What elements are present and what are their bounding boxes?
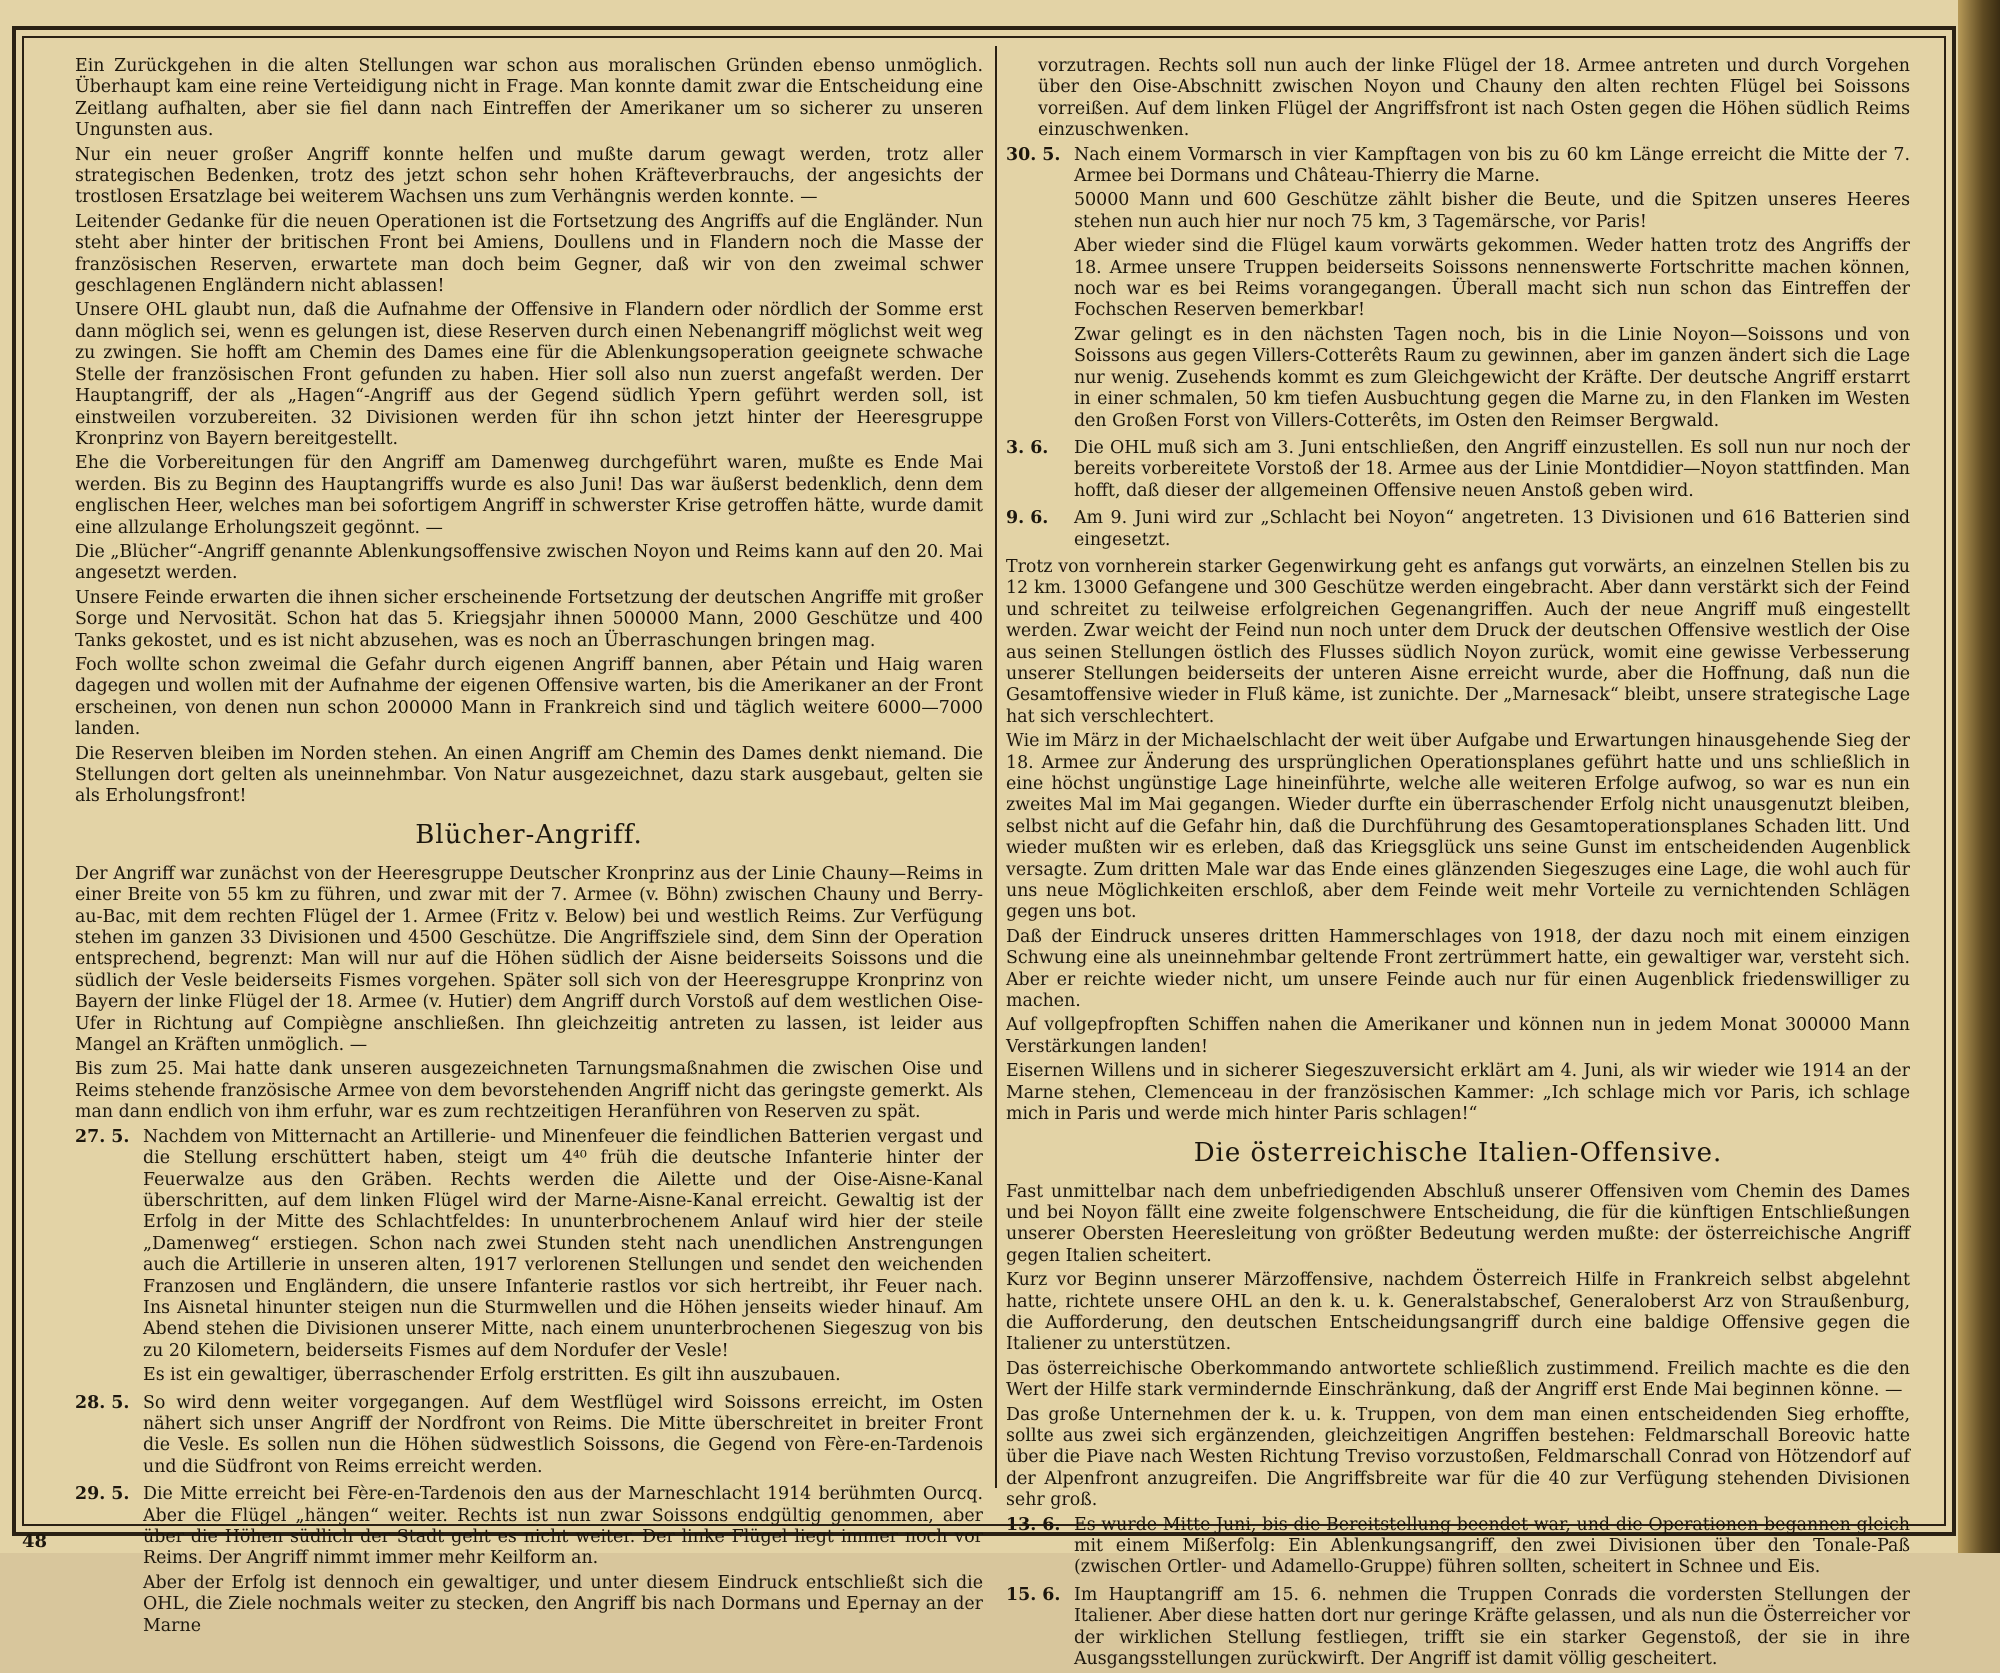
- dated-entry: [1006, 145, 1910, 435]
- entry-body: [143, 1393, 983, 1482]
- paragraph: Aber der Erfolg ist dennoch ein gewaltiger, und unter diesem Eindruck entschließt sich die OHL, die Ziele nochmals weiter zu stecken, den Angriff bis nach Dormans und Epernay an der Marne: [143, 1572, 983, 1636]
- right-middle: [1006, 557, 1910, 1126]
- dated-entry: [1006, 438, 1910, 505]
- left-column: [75, 56, 983, 1636]
- paragraph: Am 9. Juni wird zur „Schlacht bei Noyon“ angetreten. 13 Divisionen und 616 Batterien sind eingesetzt.: [1074, 508, 1910, 550]
- entry-body: [143, 1484, 983, 1640]
- paragraph: Ehe die Vorbereitungen für den Angriff am Damenweg durchgeführt waren, mußte es Ende Mai werden. Bis zu Beginn des Hauptangriffs wurde es also Juni! Das war äußerst bedenklich, denn dem englischen Heer, welches man bei sofortigem Angriff in schwerster Krise getroffen hätte, wurde damit eine allzulange Erholungszeit gegönnt. —: [75, 453, 983, 538]
- entry-body: [1074, 145, 1910, 435]
- right-after-heading: [1006, 1182, 1910, 1512]
- paragraph: 50000 Mann und 600 Geschütze zählt bisher die Beute, und die Spitzen unseres Heeres stehen nun auch hier nur noch 75 km, 3 Tagemärsche, vor Paris!: [1074, 190, 1910, 232]
- section-heading-bluecher: Blücher-Angriff.: [415, 819, 643, 850]
- paragraph: Aber wieder sind die Flügel kaum vorwärts gekommen. Weder hatten trotz des Angriffs der 18. Armee unsere Truppen beiderseits Soissons nennenswerte Fortschritte machen können, noch war es bei Reims vorangegangen. Überall macht sich nun schon das Eintreffen der Fochschen Reserven bemerkbar!: [1074, 236, 1910, 321]
- entry-date: 9. 6.: [1006, 508, 1049, 529]
- entry-date: 28. 5.: [75, 1392, 130, 1413]
- entry-date: 27. 5.: [75, 1126, 130, 1147]
- dated-entry: [75, 1484, 983, 1640]
- section-heading-italien: Die österreichische Italien-Offensive.: [1193, 1137, 1723, 1168]
- paragraph: Nach einem Vormarsch in vier Kampftagen von bis zu 60 km Länge erreicht die Mitte der 7. Armee bei Dormans und Château-Thierry die Marne.: [1074, 144, 1910, 187]
- paragraph: Unsere OHL glaubt nun, daß die Aufnahme der Offensive in Flandern oder nördlich der Somme erst dann möglich sei, wenn es gelungen ist, diese Reserven durch einen Nebenangriff möglichst weit weg zu zwingen. Sie hofft am Chemin des Dames eine für die Ablenkungsoperation geeignete schwache Stelle der französischen Front gefunden zu haben. Hier soll also nun zuerst angefaßt werden. Der Hauptangriff, der als „Hagen“-Angriff aus der Gegend südlich Ypern geführt werden soll, ist einstweilen vorzubereiten. 32 Divisionen werden für ihn schon jetzt hinter der Heeresgruppe Kronprinz von Bayern bereitgestellt.: [75, 300, 983, 449]
- paragraph: Die Reserven bleiben im Norden stehen. An einen Angriff am Chemin des Dames denkt niemand. Die Stellungen dort gelten als uneinnehmbar. Von Natur ausgezeichnet, dazu stark ausgebaut, gelten sie als Erholungsfront!: [75, 743, 983, 807]
- left-intro: [75, 56, 983, 808]
- book-spine: [1958, 0, 2000, 1553]
- left-after-heading: [75, 864, 983, 1124]
- paragraph: Ein Zurückgehen in die alten Stellungen war schon aus moralischen Gründen ebenso unmöglich. Überhaupt kam eine reine Verteidigung nicht in Frage. Man konnte damit zwar die Entscheidung eine Zeitlang aufhalten, aber sie fiel dann nach Eintreffen der Amerikaner um so sicherer zu unseren Ungunsten aus.: [75, 56, 983, 141]
- paragraph: Daß der Eindruck unseres dritten Hammerschlages von 1918, der dazu noch mit einem einzigen Schwung eine als uneinnehmbar geltende Front zertrümmert hatte, ein gewaltiger war, versteht sich. Aber er reichte wieder nicht, um unsere Feinde auch nur für einen Augenblick friedenswilliger zu machen.: [1006, 926, 1910, 1012]
- paragraph: Eisernen Willens und in sicherer Siegeszuversicht erklärt am 4. Juni, als wir wieder wie 1914 an der Marne stehen, Clemenceau in der französischen Kammer: „Ich schlage mich vor Paris, ich schlage mich in Paris und werde mich hinter Paris schlagen!“: [1006, 1061, 1910, 1125]
- entry-date: 13. 6.: [1006, 1514, 1061, 1535]
- paragraph: Nachdem von Mitternacht an Artillerie- und Minenfeuer die feindlichen Batterien vergast und die Stellung erschüttert haben, steigt um 4⁴⁰ früh die deutsche Infanterie hinter der Feuerwalze aus den Gräben. Rechts werden die Ailette und der Oise-Aisne-Kanal überschritten, auf dem linken Flügel wird der Marne-Aisne-Kanal erreicht. Gewaltig ist der Erfolg in der Mitte des Schlachtfeldes: In ununterbrochenem Anlauf wird hier der steile „Damenweg“ erstiegen. Schon nach zwei Stunden steht nach unendlichen Anstrengungen auch die Artillerie in unseren alten, 1917 verlorenen Stellungen und sendet den weichenden Franzosen und Engländern, die unsere Infanterie rastlos vor sich hertreibt, ihr Feuer nach. Ins Aisnetal hinunter steigen nun die Sturmwellen und die Höhen jenseits wieder hinauf. Am Abend stehen die Divisionen unserer Mitte, nach einem ununterbrochenen Siegeszug von bis zu 20 Kilometern, beiderseits Fismes auf dem Nordufer der Vesle!: [143, 1126, 983, 1361]
- paragraph: Es wurde Mitte Juni, bis die Bereitstellung beendet war, und die Operationen begannen gleich mit einem Mißerfolg: Ein Ablenkungsangriff, den zwei Divisionen über den Tonale-Paß (zwischen Ortler- und Adamello-Gruppe) führen sollten, scheitert in Schnee und Eis.: [1074, 1514, 1910, 1578]
- dated-entry: [75, 1127, 983, 1390]
- paragraph: Das große Unternehmen der k. u. k. Truppen, von dem man einen entscheidenden Sieg erhoffte, sollte aus zwei sich ergänzenden, gleichzeitigen Angriffen bestehen: Feldmarschall Boreovic hatte über die Piave nach Westen Richtung Treviso vorzustoßen, Feldmarschall Conrad von Hötzendorf auf der Alpenfront anzugreifen. Die Angriffsbreite war für die 40 zur Verfügung stehenden Divisionen sehr groß.: [1006, 1404, 1910, 1511]
- paragraph: Es ist ein gewaltiger, überraschender Erfolg erstritten. Es gilt ihn auszubauen.: [143, 1365, 841, 1386]
- paragraph: Die OHL muß sich am 3. Juni entschließen, den Angriff einzustellen. Es soll nun nur noch der bereits vorbereitete Vorstoß der 18. Armee aus der Linie Montdidier—Noyon stattfinden. Man hofft, daß dieser der allgemeinen Offensive neuen Anstoß geben wird.: [1074, 437, 1910, 501]
- entry-body: [1074, 1515, 1910, 1582]
- paragraph: Auf vollgepfropften Schiffen nahen die Amerikaner und können nun in jedem Monat 300000 Mann Verstärkungen landen!: [1006, 1015, 1910, 1057]
- paragraph: Das österreichische Oberkommando antwortete schließlich zustimmend. Freilich machte es die den Wert der Hilfe stark vermindernde Einschränkung, daß der Angriff erst Ende Mai beginnen könne. —: [1006, 1358, 1910, 1401]
- entry-date: 30. 5.: [1006, 144, 1061, 165]
- entry-date: 15. 6.: [1006, 1584, 1061, 1605]
- paragraph: Die „Blücher“-Angriff genannte Ablenkungsoffensive zwischen Noyon und Reims kann auf den 20. Mai angesetzt werden.: [75, 541, 983, 584]
- paragraph: Unsere Feinde erwarten die ihnen sicher erscheinende Fortsetzung der deutschen Angriffe mit großer Sorge und Nervosität. Schon hat das 5. Kriegsjahr ihnen 500000 Mann, 2000 Geschütze und 400 Tanks gekostet, und es ist nicht abzusehen, was es noch an Überraschungen bringen mag.: [75, 587, 983, 651]
- column-divider: [995, 46, 997, 1488]
- entry-date: 29. 5.: [75, 1484, 130, 1505]
- paragraph: vorzutragen. Rechts soll nun auch der linke Flügel der 18. Armee antreten und durch Vorgehen über den Oise-Abschnitt zwischen Noyon und Chauny den alten rechten Flügel bei Soissons vorreißen. Auf dem linken Flügel der Angriffsfront ist nach Osten gegen die Höhen südlich Reims einzuschwenken.: [1038, 56, 1910, 141]
- dated-entry: [75, 1393, 983, 1482]
- dated-entry: [1006, 508, 1910, 554]
- paragraph: Nur ein neuer großer Angriff konnte helfen und mußte darum gewagt werden, trotz aller strategischen Bedenken, trotz des jetzt schon sehr hohen Kräfteverbrauchs, der angesichts der trostlosen Ersatzlage bei weiterem Wachsen uns zum Verhängnis werden konnte. —: [75, 144, 983, 208]
- page-number: 48: [22, 1531, 48, 1552]
- paragraph: Leitender Gedanke für die neuen Operationen ist die Fortsetzung des Angriffs auf die Engländer. Nun steht aber hinter der britischen Front bei Amiens, Doullens und in Flandern noch die Masse der französischen Reserven, erwartete man doch beim Gegner, daß wir von den zweimal schwer geschlagenen Engländern nicht ablassen!: [75, 211, 983, 297]
- paragraph: Trotz von vornherein starker Gegenwirkung geht es anfangs gut vorwärts, an einzelnen Stellen bis zu 12 km. 13000 Gefangene und 300 Geschütze werden eingebracht. Aber dann verstärkt sich der Feind und schreitet zu teilweise erfolgreichen Gegenangriffen. Auch der neue Angriff muß eingestellt werden. Zwar weicht der Feind nun noch unter dem Druck der deutschen Offensive westlich der Oise aus seinen Stellungen östlich des Flusses südlich Noyon zurück, womit eine gewisse Verbesserung unserer Stellungen beiderseits der unteren Aisne erreicht wurde, aber die Hoffnung, daß nun die Gesamtoffensive wieder in Fluß käme, ist zunichte. Der „Marnesack“ bleibt, unsere strategische Lage hat sich verschlechtert.: [1006, 556, 1910, 727]
- entry-body: [1074, 438, 1910, 505]
- entry-body: [143, 1127, 983, 1390]
- paragraph: Foch wollte schon zweimal die Gefahr durch eigenen Angriff bannen, aber Pétain und Haig waren dagegen und wollen mit der Aufnahme der eigenen Offensive warten, bis die Amerikaner an der Front erscheinen, von denen nun schon 200000 Mann in Frankreich sind und täglich weitere 6000—7000 landen.: [75, 654, 983, 740]
- dated-entry: [1006, 1585, 1910, 1673]
- paragraph: Kurz vor Beginn unserer Märzoffensive, nachdem Österreich Hilfe in Frankreich selbst abgelehnt hatte, richtete unsere OHL an den k. u. k. Generalstabschef, Generaloberst Arz von Straußenburg, die Aufforderung, den deutschen Entscheidungsangriff durch eine baldige Offensive gegen die Italiener zu unterstützen.: [1006, 1270, 1910, 1355]
- paragraph: Fast unmittelbar nach dem unbefriedigenden Abschluß unserer Offensiven vom Chemin des Dames und bei Noyon fällt eine zweite folgenschwere Entscheidung, die für die künftigen Entschließungen unserer Obersten Heeresleitung von größter Bedeutung werden mußte: der österreichische Angriff gegen Italien scheitert.: [1006, 1181, 1910, 1266]
- paragraph: Wie im März in der Michaelschlacht der weit über Aufgabe und Erwartungen hinausgehende Sieg der 18. Armee zur Änderung des ursprünglichen Operationsplanes geführt hatte und uns schließlich in eine höchst ungünstige Lage hineinführte, welche alle weiteren Erfolge aufwog, so war es nun ein zweites Mal im Mai gegangen. Wieder durfte ein überraschender Erfolg nicht unausgenutzt bleiben, selbst nicht auf die Gefahr hin, daß die Durchführung des Gesamtoperationsplanes Schaden litt. Und wieder mußten wir es erleben, daß das Kriegsglück uns seine Gunst im entscheidenden Augenblick versagte. Zum dritten Male war das Ende eines glänzenden Siegeszuges eine Lage, die wohl auch für uns neue Möglichkeiten erschloß, aber dem Feinde weit mehr Vorteile zu vernichtenden Schlägen gegen uns bot.: [1006, 731, 1910, 923]
- paragraph: Im Hauptangriff am 15. 6. nehmen die Truppen Conrads die vordersten Stellungen der Italiener. Aber diese hatten dort nur geringe Kräfte gelassen, und als nun die Österreicher vor der wirklichen Stellung festliegen, trifft sie ein starker Gegenstoß, der sie in ihre Ausgangsstellungen zurückwirft. Der Angriff ist damit völlig gescheitert.: [1074, 1584, 1910, 1670]
- paragraph: Der Angriff war zunächst von der Heeresgruppe Deutscher Kronprinz aus der Linie Chauny—Reims in einer Breite von 55 km zu führen, und zwar mit der 7. Armee (v. Böhn) zwischen Chauny und Berry-au-Bac, mit dem rechten Flügel der 1. Armee (Fritz v. Below) bei und westlich Reims. Zur Verfügung stehen im ganzen 33 Divisionen und 4500 Geschütze. Die Angriffsziele sind, dem Sinn der Operation entsprechend, begrenzt: Man will nur auf die Höhen südlich der Aisne beiderseits Soissons und die südlich der Vesle beiderseits Fismes vorgehen. Später soll sich von der Heeresgruppe Kronprinz von Bayern der linke Flügel der 18. Armee (v. Hutier) dem Angriff durch Vorstoß auf dem westlichen Oise-Ufer in Richtung auf Compiègne anschließen. Ihn gleichzeitig antreten zu lassen, ist leider aus Mangel an Kräften unmöglich. —: [75, 863, 983, 1056]
- paragraph: Bis zum 25. Mai hatte dank unseren ausgezeichneten Tarnungsmaßnahmen die zwischen Oise und Reims stehende französische Armee von dem bevorstehenden Angriff nicht das geringste gemerkt. Als man dann endlich von ihm erfuhr, war es zum rechtzeitigen Heranführen von Reserven zu spät.: [75, 1059, 983, 1123]
- entry-date: 3. 6.: [1006, 437, 1049, 458]
- paragraph: Die Mitte erreicht bei Fère-en-Tardenois den aus der Marneschlacht 1914 berühmten Ourcq. Aber die Flügel „hängen“ weiter. Rechts ist nun zwar Soissons endgültig genommen, aber über die Höhen südlich der Stadt geht es nicht weiter. Der linke Flügel liegt immer noch vor Reims. Der Angriff nimmt immer mehr Keilform an.: [143, 1484, 983, 1569]
- right-column: [1006, 56, 1910, 1670]
- dated-entry: [1006, 1515, 1910, 1582]
- entry-body: [1074, 1585, 1910, 1673]
- paragraph: So wird denn weiter vorgegangen. Auf dem Westflügel wird Soissons erreicht, im Osten nähert sich unser Angriff der Nordfront von Reims. Die Mitte überschreitet in breiter Front die Vesle. Es sollen nun die Höhen südwestlich Soissons, die Gegend von Fère-en-Tardenois und die Südfront von Reims erreicht werden.: [143, 1392, 983, 1477]
- paragraph: Zwar gelingt es in den nächsten Tagen noch, bis in die Linie Noyon—Soissons und von Soissons aus gegen Villers-Cotterêts Raum zu gewinnen, aber im ganzen ändert sich die Lage nur wenig. Zusehends kommt es zum Gleichgewicht der Kräfte. Der deutsche Angriff erstarrt in einer schmalen, 50 km tiefen Ausbuchtung gegen die Marne zu, in den Flanken im Westen den Großen Forst von Villers-Cotterêts, im Osten den Reimser Bergwald.: [1074, 324, 1910, 431]
- entry-body: [1074, 508, 1910, 554]
